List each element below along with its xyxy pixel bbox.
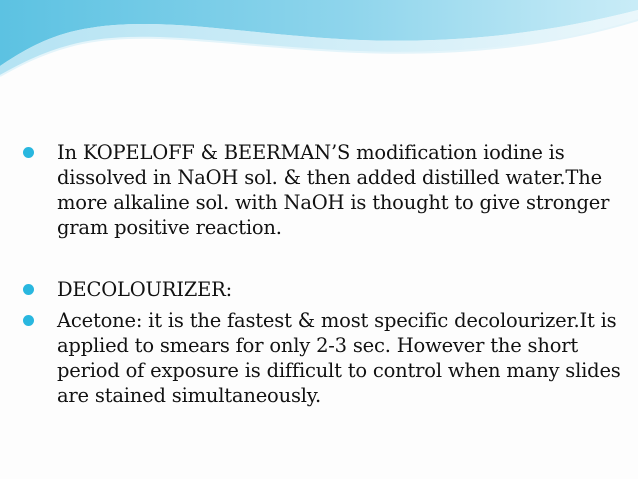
bullet-item-iodine	[22, 140, 622, 240]
bullet-text: Acetone: it is the fastest & most specific decolourizer.It is applied to smears for only 2-3 sec. However the short period of exposure is difficult to control when many slides are stained simultaneously.	[57, 309, 621, 407]
header-wave-decoration	[0, 0, 638, 100]
bullet-dot-icon	[23, 284, 34, 295]
bullet-item-decolourizer	[22, 277, 622, 302]
bullet-item-acetone	[22, 308, 622, 408]
bullet-text: In KOPELOFF & BEERMAN’S modification iodine is dissolved in NaOH sol. & then added distilled water.The more alkaline sol. with NaOH is thought to give stronger gram positive reaction.	[57, 141, 610, 239]
bullet-text: DECOLOURIZER:	[57, 278, 232, 301]
bullet-dot-icon	[23, 315, 34, 326]
bullet-list	[22, 140, 622, 408]
bullet-dot-icon	[23, 147, 34, 158]
